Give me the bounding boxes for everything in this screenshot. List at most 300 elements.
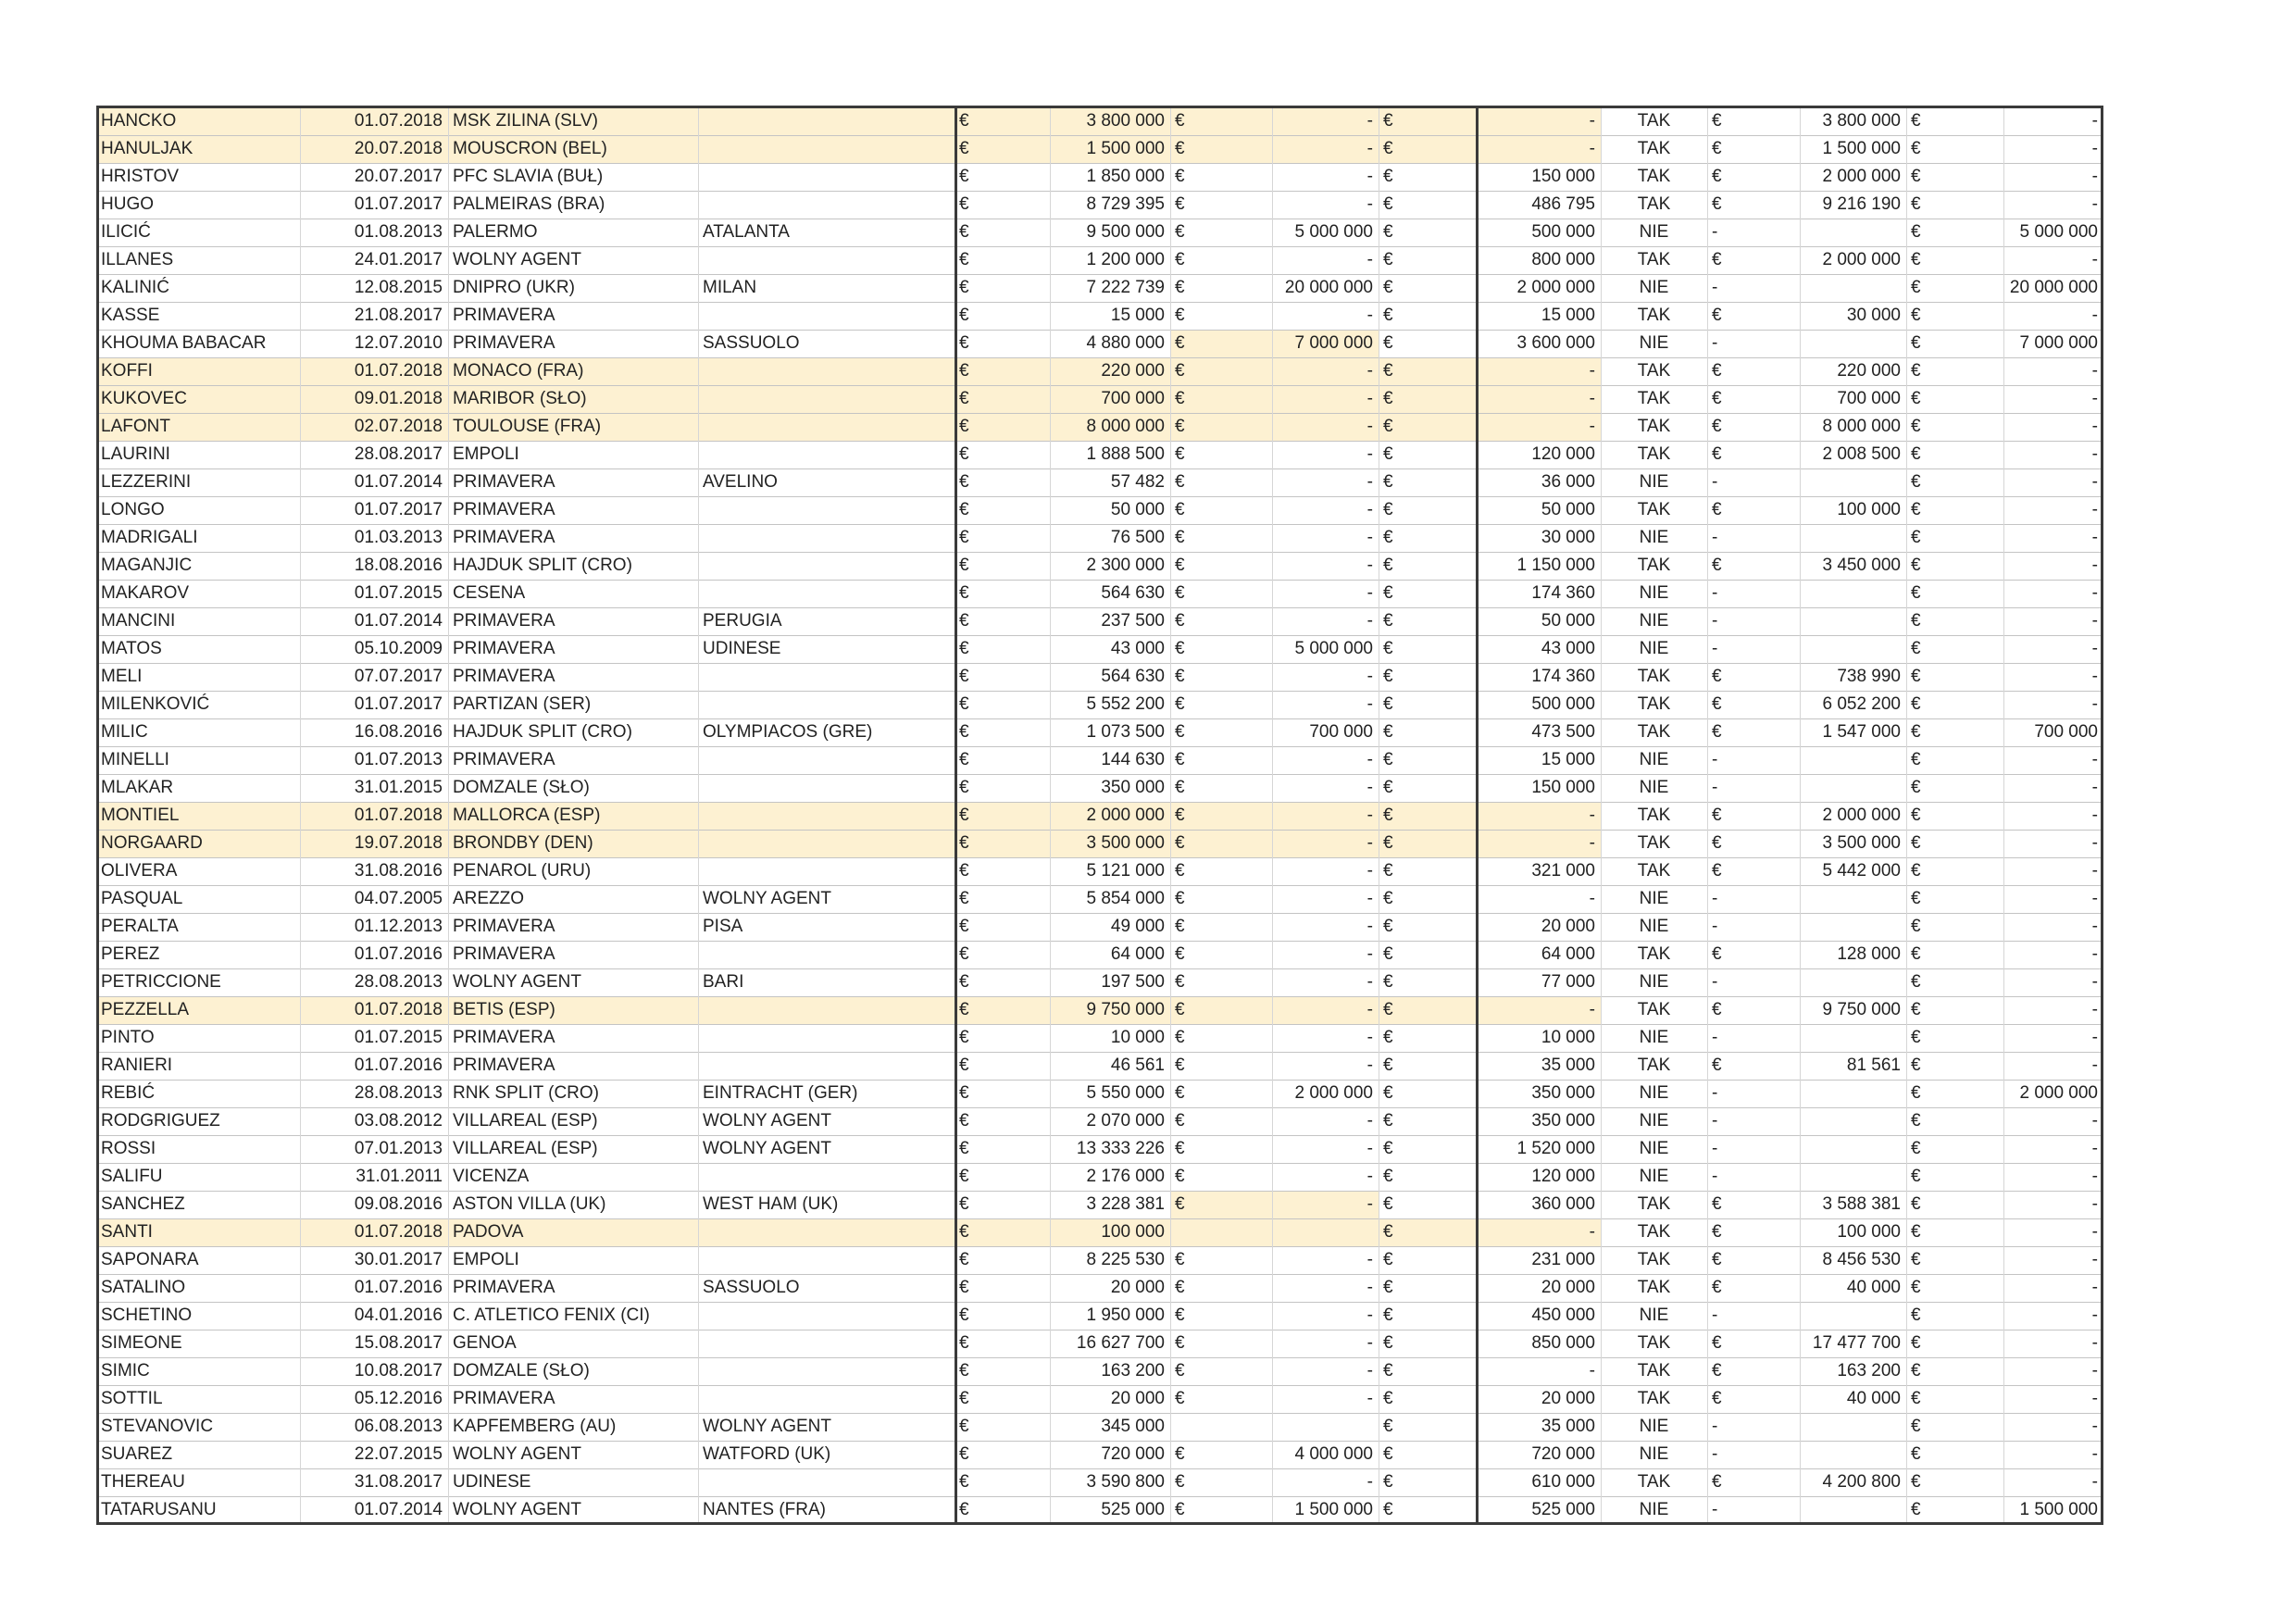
cell-from: PRIMAVERA <box>453 639 555 658</box>
cell-name: PEZZELLA <box>101 1000 190 1019</box>
cell-to: EINTRACHT (GER) <box>703 1083 858 1103</box>
cell-from: EMPOLI <box>453 444 519 464</box>
cell-c2: € <box>1175 750 1185 769</box>
cell-from: DOMZALE (SŁO) <box>453 778 590 797</box>
cell-v2: - <box>1366 1278 1373 1297</box>
cell-c4: € <box>1712 1278 1722 1297</box>
cell-from: PARTIZAN (SER) <box>453 694 592 714</box>
cell-v2: - <box>1366 611 1373 631</box>
cell-c4: € <box>1712 1389 1722 1408</box>
cell-name: KALINIĆ <box>101 278 169 297</box>
cell-c3: € <box>1383 417 1393 436</box>
cell-c1: € <box>959 1000 969 1019</box>
cell-to <box>698 1330 955 1357</box>
cell-name: LEZZERINI <box>101 472 192 492</box>
cell-v2 <box>1272 1413 1379 1441</box>
row-divider <box>96 274 2103 275</box>
cell-v5: 1 500 000 <box>2019 1500 2098 1519</box>
cell-name: HUGO <box>101 194 154 214</box>
cell-c3: € <box>1383 139 1393 158</box>
cell-v1: 8 000 000 <box>1086 417 1165 436</box>
cell-v2: 2 000 000 <box>1294 1083 1373 1103</box>
cell-c2: € <box>1175 278 1185 297</box>
cell-v4 <box>1800 468 1906 496</box>
cell-v2: - <box>1366 528 1373 547</box>
cell-to <box>698 1385 955 1413</box>
cell-c4: - <box>1712 278 1718 297</box>
cell-v5: - <box>2091 139 2098 158</box>
cell-c4: € <box>1712 1000 1722 1019</box>
cell-v4: 81 561 <box>1846 1056 1901 1075</box>
cell-to <box>698 1052 955 1080</box>
cell-name: OLIVERA <box>101 861 178 881</box>
cell-v5: - <box>2091 1333 2098 1353</box>
cell-to <box>698 996 955 1024</box>
cell-v4: 163 200 <box>1837 1361 1901 1380</box>
cell-c2: € <box>1175 1000 1185 1019</box>
cell-c4: - <box>1712 778 1718 797</box>
cell-to: WEST HAM (UK) <box>703 1194 839 1214</box>
cell-flag: TAK <box>1637 694 1671 714</box>
cell-v1: 20 000 <box>1110 1278 1165 1297</box>
cell-v3: 30 000 <box>1541 528 1595 547</box>
cell-c2: € <box>1175 1139 1185 1158</box>
cell-v4: 8 456 530 <box>1822 1250 1901 1269</box>
cell-v4: 40 000 <box>1846 1389 1901 1408</box>
cell-v1: 50 000 <box>1110 500 1165 519</box>
cell-c5: € <box>1911 889 1921 908</box>
cell-date: 01.07.2016 <box>354 944 443 964</box>
cell-from: ASTON VILLA (UK) <box>453 1194 606 1214</box>
cell-v3: 77 000 <box>1541 972 1595 992</box>
cell-c5: € <box>1911 278 1921 297</box>
cell-c4: - <box>1712 750 1718 769</box>
cell-v4 <box>1800 607 1906 635</box>
cell-v1: 237 500 <box>1101 611 1165 631</box>
cell-to <box>698 524 955 552</box>
cell-c2: € <box>1175 1333 1185 1353</box>
row-divider <box>96 1135 2103 1136</box>
cell-v5: - <box>2091 917 2098 936</box>
cell-v4 <box>1800 1302 1906 1330</box>
cell-v3: 20 000 <box>1541 1278 1595 1297</box>
cell-name: KOFFI <box>101 361 153 381</box>
cell-v4: 700 000 <box>1837 389 1901 408</box>
cell-c2: € <box>1175 1472 1185 1492</box>
cell-v4 <box>1800 1080 1906 1107</box>
cell-c3: € <box>1383 806 1393 825</box>
row-divider <box>96 1496 2103 1497</box>
cell-c3: € <box>1383 917 1393 936</box>
cell-flag: NIE <box>1639 333 1669 353</box>
cell-name: SANTI <box>101 1222 153 1242</box>
cell-c1: € <box>959 1083 969 1103</box>
cell-c3: € <box>1383 111 1393 131</box>
cell-from: PRIMAVERA <box>453 528 555 547</box>
cell-name: SIMEONE <box>101 1333 182 1353</box>
cell-from: HAJDUK SPLIT (CRO) <box>453 722 632 742</box>
cell-v3: 473 500 <box>1531 722 1595 742</box>
cell-c1: € <box>959 444 969 464</box>
row-divider <box>96 1441 2103 1442</box>
cell-c3: € <box>1383 1000 1393 1019</box>
cell-v2: - <box>1366 306 1373 325</box>
cell-c4: € <box>1712 167 1722 186</box>
cell-c5: € <box>1911 1305 1921 1325</box>
cell-to: MILAN <box>703 278 757 297</box>
cell-v1: 3 500 000 <box>1086 833 1165 853</box>
cell-c2: € <box>1175 1111 1185 1131</box>
cell-name: LONGO <box>101 500 165 519</box>
cell-c5: € <box>1911 611 1921 631</box>
cell-flag: NIE <box>1639 611 1669 631</box>
cell-flag: NIE <box>1639 1028 1669 1047</box>
cell-c5: € <box>1911 306 1921 325</box>
cell-v4: 100 000 <box>1837 1222 1901 1242</box>
cell-v3: 15 000 <box>1541 306 1595 325</box>
cell-c5: € <box>1911 583 1921 603</box>
cell-c4: € <box>1712 139 1722 158</box>
cell-c2: € <box>1175 1194 1185 1214</box>
cell-to <box>698 1357 955 1385</box>
cell-v3: - <box>1589 806 1595 825</box>
cell-c4: - <box>1712 1167 1718 1186</box>
cell-to <box>698 1024 955 1052</box>
cell-v4: 9 750 000 <box>1822 1000 1901 1019</box>
transfer-table <box>96 106 2103 1525</box>
cell-v3: 174 360 <box>1531 667 1595 686</box>
cell-v2: - <box>1366 861 1373 881</box>
cell-v1: 10 000 <box>1110 1028 1165 1047</box>
cell-flag: TAK <box>1637 250 1671 269</box>
cell-v4 <box>1800 1413 1906 1441</box>
cell-name: MATOS <box>101 639 162 658</box>
cell-date: 10.08.2017 <box>354 1361 443 1380</box>
cell-c3: € <box>1383 1278 1393 1297</box>
cell-c3: € <box>1383 1333 1393 1353</box>
cell-c1: € <box>959 1472 969 1492</box>
cell-name: HRISTOV <box>101 167 180 186</box>
cell-v4: 738 990 <box>1837 667 1901 686</box>
cell-c3: € <box>1383 444 1393 464</box>
cell-flag: TAK <box>1637 306 1671 325</box>
cell-v1: 3 590 800 <box>1086 1472 1165 1492</box>
table-border-vertical <box>2101 106 2103 1525</box>
cell-c1: € <box>959 1250 969 1269</box>
cell-c1: € <box>959 917 969 936</box>
cell-c4: € <box>1712 722 1722 742</box>
cell-c3: € <box>1383 333 1393 353</box>
cell-v2: - <box>1366 1389 1373 1408</box>
cell-v2: - <box>1366 1000 1373 1019</box>
cell-v4: 3 450 000 <box>1822 556 1901 575</box>
cell-c1: € <box>959 222 969 242</box>
cell-name: KASSE <box>101 306 160 325</box>
cell-date: 20.07.2017 <box>354 167 443 186</box>
cell-c1: € <box>959 1500 969 1519</box>
cell-v3: 525 000 <box>1531 1500 1595 1519</box>
cell-v3: - <box>1589 139 1595 158</box>
cell-c5: € <box>1911 667 1921 686</box>
cell-name: SOTTIL <box>101 1389 163 1408</box>
cell-c2: € <box>1175 806 1185 825</box>
column-divider <box>1906 107 1907 1524</box>
cell-flag: TAK <box>1637 1472 1671 1492</box>
cell-v4: 3 500 000 <box>1822 833 1901 853</box>
cell-name: PEREZ <box>101 944 160 964</box>
cell-c1: € <box>959 111 969 131</box>
cell-flag: NIE <box>1639 778 1669 797</box>
column-divider <box>1272 107 1273 1524</box>
cell-v3: 500 000 <box>1531 222 1595 242</box>
cell-v5: - <box>2091 444 2098 464</box>
cell-v5: - <box>2091 750 2098 769</box>
cell-v1: 2 176 000 <box>1086 1167 1165 1186</box>
cell-c3: € <box>1383 583 1393 603</box>
cell-v2: - <box>1366 1361 1373 1380</box>
cell-to <box>698 663 955 691</box>
cell-flag: TAK <box>1637 1333 1671 1353</box>
cell-from: GENOA <box>453 1333 517 1353</box>
row-divider <box>96 302 2103 303</box>
cell-c5: € <box>1911 1389 1921 1408</box>
cell-date: 01.07.2016 <box>354 1056 443 1075</box>
cell-v1: 564 630 <box>1101 583 1165 603</box>
cell-flag: TAK <box>1637 417 1671 436</box>
cell-flag: TAK <box>1637 861 1671 881</box>
cell-from: PALERMO <box>453 222 538 242</box>
cell-v3: 500 000 <box>1531 694 1595 714</box>
cell-c4: € <box>1712 944 1722 964</box>
cell-c3: € <box>1383 1500 1393 1519</box>
cell-c2: € <box>1175 194 1185 214</box>
cell-from: PRIMAVERA <box>453 333 555 353</box>
cell-date: 01.07.2016 <box>354 1278 443 1297</box>
cell-v3: 120 000 <box>1531 444 1595 464</box>
cell-v3: 1 520 000 <box>1516 1139 1595 1158</box>
cell-v2: 20 000 000 <box>1284 278 1373 297</box>
cell-v4: 2 000 000 <box>1822 806 1901 825</box>
cell-c5: € <box>1911 694 1921 714</box>
cell-v1: 5 550 000 <box>1086 1083 1165 1103</box>
cell-c4: - <box>1712 472 1718 492</box>
cell-c1: € <box>959 194 969 214</box>
cell-c4: - <box>1712 1305 1718 1325</box>
cell-c4: - <box>1712 528 1718 547</box>
cell-v2 <box>1272 1218 1379 1246</box>
cell-c5: € <box>1911 250 1921 269</box>
cell-c2: € <box>1175 556 1185 575</box>
row-divider <box>96 1052 2103 1053</box>
cell-c4: € <box>1712 306 1722 325</box>
cell-date: 03.08.2012 <box>354 1111 443 1131</box>
cell-v4: 220 000 <box>1837 361 1901 381</box>
cell-date: 09.08.2016 <box>354 1194 443 1214</box>
cell-date: 12.08.2015 <box>354 278 443 297</box>
cell-v4: 40 000 <box>1846 1278 1901 1297</box>
cell-c1: € <box>959 1305 969 1325</box>
cell-v2: - <box>1366 417 1373 436</box>
cell-name: THEREAU <box>101 1472 185 1492</box>
cell-to <box>698 802 955 830</box>
row-divider <box>96 941 2103 942</box>
cell-v5: - <box>2091 1028 2098 1047</box>
cell-v2: - <box>1366 917 1373 936</box>
cell-v1: 9 750 000 <box>1086 1000 1165 1019</box>
cell-name: HANULJAK <box>101 139 193 158</box>
cell-v5: - <box>2091 1167 2098 1186</box>
cell-to <box>698 163 955 191</box>
cell-c3: € <box>1383 1389 1393 1408</box>
cell-name: RANIERI <box>101 1056 173 1075</box>
cell-v3: 450 000 <box>1531 1305 1595 1325</box>
cell-c3: € <box>1383 778 1393 797</box>
cell-c1: € <box>959 806 969 825</box>
cell-flag: TAK <box>1637 1000 1671 1019</box>
cell-c4: € <box>1712 1333 1722 1353</box>
cell-flag: NIE <box>1639 1305 1669 1325</box>
cell-c2: € <box>1175 1167 1185 1186</box>
cell-c2: € <box>1175 833 1185 853</box>
cell-c5: € <box>1911 1194 1921 1214</box>
cell-v2: - <box>1366 556 1373 575</box>
cell-date: 01.12.2013 <box>354 917 443 936</box>
cell-v4 <box>1800 1135 1906 1163</box>
cell-date: 07.07.2017 <box>354 667 443 686</box>
cell-date: 09.01.2018 <box>354 389 443 408</box>
cell-c1: € <box>959 889 969 908</box>
cell-c5: € <box>1911 833 1921 853</box>
cell-v1: 8 729 395 <box>1086 194 1165 214</box>
cell-v3: 350 000 <box>1531 1083 1595 1103</box>
cell-to <box>698 580 955 607</box>
cell-v5: - <box>2091 528 2098 547</box>
cell-from: PRIMAVERA <box>453 1028 555 1047</box>
cell-to: BARI <box>703 972 744 992</box>
cell-v4: 128 000 <box>1837 944 1901 964</box>
cell-name: TATARUSANU <box>101 1500 217 1519</box>
cell-v5: - <box>2091 1222 2098 1242</box>
cell-date: 18.08.2016 <box>354 556 443 575</box>
cell-c4: € <box>1712 1250 1722 1269</box>
cell-v1: 350 000 <box>1101 778 1165 797</box>
cell-v5: - <box>2091 1361 2098 1380</box>
cell-v2: - <box>1366 583 1373 603</box>
cell-from: PADOVA <box>453 1222 524 1242</box>
cell-v5: - <box>2091 556 2098 575</box>
cell-name: ILLANES <box>101 250 174 269</box>
cell-date: 05.10.2009 <box>354 639 443 658</box>
cell-v3: 50 000 <box>1541 611 1595 631</box>
cell-v2: - <box>1366 778 1373 797</box>
cell-name: MINELLI <box>101 750 169 769</box>
cell-c5: € <box>1911 1472 1921 1492</box>
cell-flag: NIE <box>1639 750 1669 769</box>
cell-c3: € <box>1383 972 1393 992</box>
cell-to: SASSUOLO <box>703 1278 800 1297</box>
cell-c4: € <box>1712 1361 1722 1380</box>
cell-c4: € <box>1712 500 1722 519</box>
cell-v2: - <box>1366 250 1373 269</box>
cell-date: 04.07.2005 <box>354 889 443 908</box>
cell-c1: € <box>959 639 969 658</box>
cell-v4: 5 442 000 <box>1822 861 1901 881</box>
cell-to <box>698 746 955 774</box>
cell-date: 01.07.2015 <box>354 1028 443 1047</box>
cell-c5: € <box>1911 222 1921 242</box>
cell-v2: - <box>1366 694 1373 714</box>
cell-v1: 5 854 000 <box>1086 889 1165 908</box>
cell-c1: € <box>959 611 969 631</box>
cell-date: 01.07.2014 <box>354 472 443 492</box>
cell-date: 12.07.2010 <box>354 333 443 353</box>
cell-date: 01.07.2018 <box>354 1222 443 1242</box>
cell-name: MAKAROV <box>101 583 190 603</box>
cell-c1: € <box>959 1444 969 1464</box>
cell-c4: € <box>1712 361 1722 381</box>
cell-c2: € <box>1175 472 1185 492</box>
cell-flag: TAK <box>1637 194 1671 214</box>
cell-v2: 5 000 000 <box>1294 639 1373 658</box>
cell-v1: 720 000 <box>1101 1444 1165 1464</box>
cell-v2: - <box>1366 750 1373 769</box>
cell-name: SIMIC <box>101 1361 150 1380</box>
cell-flag: TAK <box>1637 500 1671 519</box>
cell-c4: - <box>1712 222 1718 242</box>
cell-c1: € <box>959 1333 969 1353</box>
cell-v2: - <box>1366 1333 1373 1353</box>
cell-c5: € <box>1911 500 1921 519</box>
cell-c4: € <box>1712 1472 1722 1492</box>
cell-v5: - <box>2091 889 2098 908</box>
cell-from: PRIMAVERA <box>453 917 555 936</box>
cell-c5: € <box>1911 167 1921 186</box>
cell-c1: € <box>959 472 969 492</box>
column-divider <box>1707 107 1708 1524</box>
cell-c3: € <box>1383 1139 1393 1158</box>
cell-v3: 35 000 <box>1541 1417 1595 1436</box>
cell-date: 19.07.2018 <box>354 833 443 853</box>
cell-c5: € <box>1911 1333 1921 1353</box>
cell-c3: € <box>1383 1417 1393 1436</box>
cell-v1: 2 300 000 <box>1086 556 1165 575</box>
cell-c2: € <box>1175 222 1185 242</box>
cell-c4: - <box>1712 333 1718 353</box>
cell-v1: 3 228 381 <box>1086 1194 1165 1214</box>
cell-v1: 46 561 <box>1110 1056 1165 1075</box>
cell-date: 01.08.2013 <box>354 222 443 242</box>
cell-c1: € <box>959 1389 969 1408</box>
cell-c4: € <box>1712 389 1722 408</box>
cell-from: PRIMAVERA <box>453 944 555 964</box>
cell-v5: - <box>2091 667 2098 686</box>
cell-v3: - <box>1589 389 1595 408</box>
cell-to: PERUGIA <box>703 611 782 631</box>
row-divider <box>96 163 2103 164</box>
cell-c2: € <box>1175 389 1185 408</box>
cell-c2: € <box>1175 889 1185 908</box>
cell-c3: € <box>1383 1083 1393 1103</box>
cell-name: ILICIĆ <box>101 222 151 242</box>
cell-v3: 35 000 <box>1541 1056 1595 1075</box>
cell-v5: - <box>2091 611 2098 631</box>
cell-v2: - <box>1366 833 1373 853</box>
cell-flag: TAK <box>1637 167 1671 186</box>
column-divider <box>1170 107 1171 1524</box>
cell-flag: TAK <box>1637 1389 1671 1408</box>
cell-v1: 57 482 <box>1110 472 1165 492</box>
row-divider <box>96 663 2103 664</box>
